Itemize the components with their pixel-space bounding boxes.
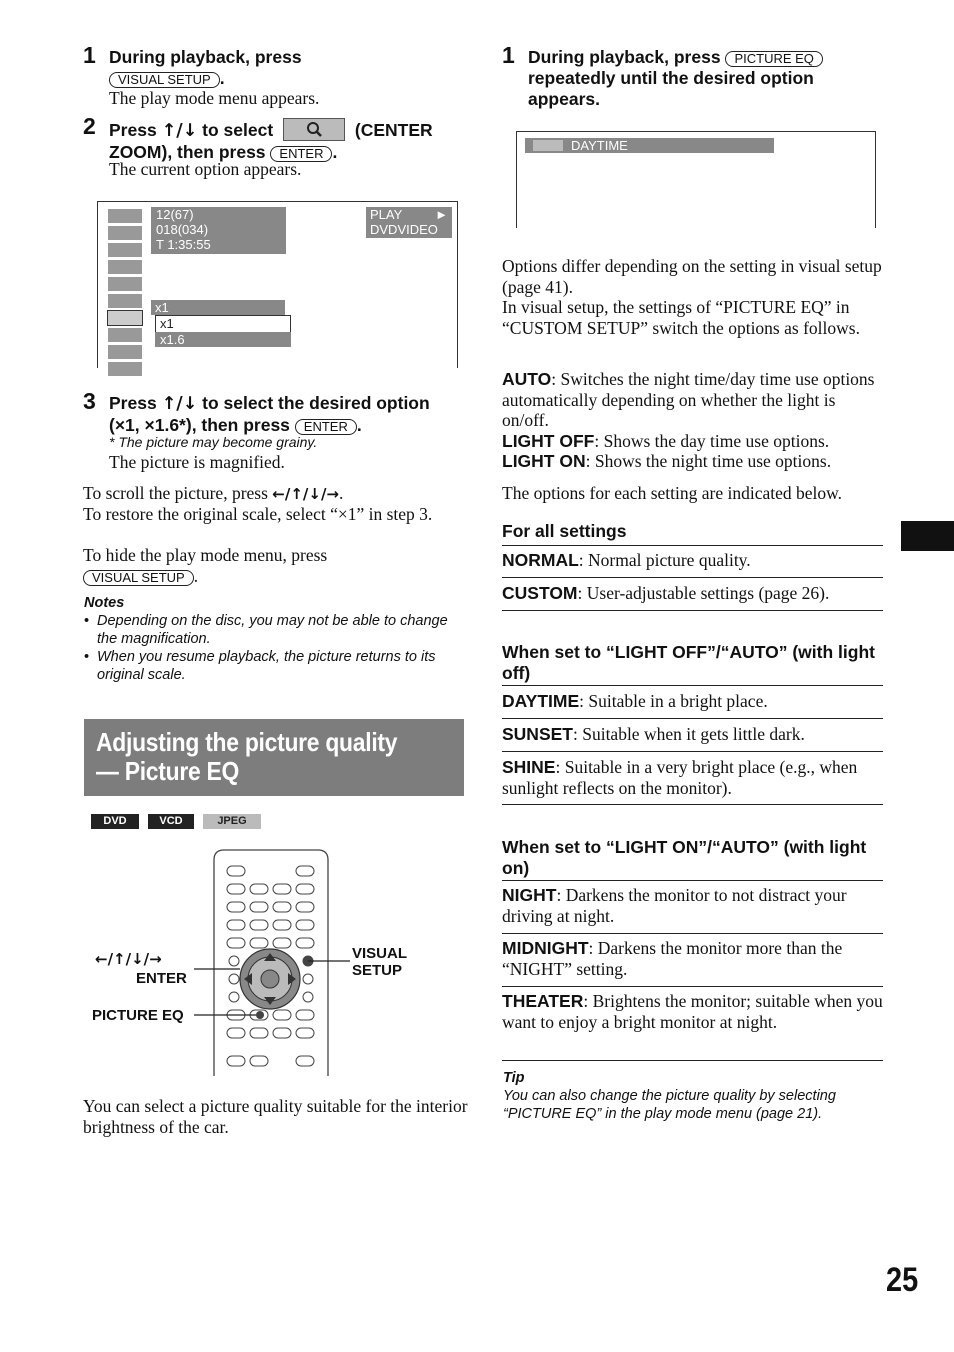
bullet-icon: •: [84, 649, 90, 665]
step-3-period: .: [356, 415, 362, 435]
scroll-period: .: [339, 483, 344, 503]
option-desc: : Suitable in a bright place.: [579, 691, 768, 711]
for-all-settings-heading: For all settings: [502, 521, 627, 541]
remote-control-illustration: [90, 848, 470, 1078]
light-on-heading: When set to “LIGHT ON”/“AUTO” (with light on): [502, 837, 867, 878]
zoom-current-value: x1: [151, 300, 285, 315]
title-count: 12(67): [156, 207, 194, 222]
section-title: [96, 728, 397, 786]
play-status-label: PLAY: [370, 207, 403, 222]
option-desc: : Suitable in a very bright place (e.g., when sunlight reflects on the monitor).: [502, 757, 858, 798]
visual-label-line-1: VISUAL: [352, 945, 408, 962]
section-title-line-1: Adjusting the picture quality: [96, 727, 398, 757]
playback-info-block: [151, 207, 286, 254]
divider: [502, 751, 883, 752]
show-icon: [107, 344, 143, 360]
vcd-badge: VCD: [148, 814, 194, 829]
step-2-heading: [109, 118, 479, 163]
option-normal: [502, 550, 883, 571]
option-desc: : Normal picture quality.: [578, 550, 751, 570]
divider: [502, 685, 883, 686]
divider: [502, 545, 883, 546]
scroll-text: To scroll the picture, press: [83, 483, 268, 503]
option-term: NIGHT: [502, 885, 557, 905]
tip-text: You can also change the picture quality by selecting “PICTURE EQ” in the play mode menu (page 21).: [503, 1088, 836, 1122]
option-term: NORMAL: [502, 550, 579, 570]
picture-eq-icon: [107, 361, 143, 377]
note-item: [84, 612, 469, 648]
picture-eq-intro: You can select a picture quality suitable for the interior brightness of the car.: [83, 1096, 468, 1137]
visual-setup-button-label: VISUAL SETUP: [83, 570, 194, 586]
auto-setting: [502, 369, 883, 431]
zoom-icon: [107, 310, 143, 326]
step-2-text-c: (CENTER: [354, 120, 433, 140]
step-3-number: 3: [83, 388, 96, 414]
visual-label-line-2: SETUP: [352, 962, 403, 979]
options-indicated: The options for each setting are indicated below.: [502, 483, 842, 503]
step-3-heading: [109, 393, 479, 436]
divider: [502, 610, 883, 611]
step-1-text: During playback, press: [109, 47, 302, 67]
picture-eq-icon: [533, 140, 563, 151]
auto-term: AUTO: [502, 369, 552, 389]
elapsed-time: T 1:35:55: [156, 237, 211, 252]
angle-icon: [107, 293, 143, 309]
note-item: [84, 648, 469, 684]
zoom-option-x1-6[interactable]: x1.6: [155, 332, 291, 347]
option-term: CUSTOM: [502, 583, 578, 603]
option-desc: : User-adjustable settings (page 26).: [577, 583, 830, 603]
step-2-number: 2: [83, 113, 96, 139]
hide-instructions: [83, 545, 463, 586]
option-sunset: [502, 724, 883, 745]
option-term: THEATER: [502, 991, 584, 1011]
light-on-desc: : Shows the night time use options.: [585, 451, 832, 471]
note-text: When you resume playback, the picture returns to its original scale.: [97, 649, 436, 683]
hide-text: To hide the play mode menu, press: [83, 545, 328, 565]
option-term: DAYTIME: [502, 691, 580, 711]
option-desc: : Brightens the monitor; suitable when you want to enjoy a bright monitor at night.: [502, 991, 883, 1032]
play-triangle-icon: ►: [435, 207, 448, 222]
option-desc: : Darkens the monitor more than the “NIGHT” setting.: [502, 938, 843, 979]
notes-list: [84, 612, 469, 684]
zoom-option-x1[interactable]: x1: [155, 315, 291, 333]
right-step-1-text-a: During playback, press: [528, 47, 721, 67]
audio-icon: [107, 259, 143, 275]
remote-enter-label: ENTER: [136, 970, 187, 987]
enter-button-label: ENTER: [295, 419, 357, 435]
step-3-text-a: Press: [109, 393, 157, 413]
step-3-text-c: (×1, ×1.6*), then press: [109, 415, 290, 435]
light-off-heading: When set to “LIGHT OFF”/“AUTO” (with light off): [502, 642, 875, 683]
option-custom: [502, 583, 883, 604]
remote-picture-eq-label: PICTURE EQ: [92, 1007, 184, 1024]
option-theater: [502, 991, 883, 1032]
hide-period: .: [193, 565, 199, 586]
option-term: MIDNIGHT: [502, 938, 589, 958]
picture-eq-osd-value: DAYTIME: [571, 138, 628, 153]
section-banner: [84, 719, 464, 796]
picture-eq-button-label: PICTURE EQ: [725, 51, 822, 67]
media-badges: [91, 811, 270, 829]
picture-eq-osd-bar: [525, 138, 774, 153]
step-2-text-b: to select: [202, 120, 274, 140]
option-daytime: [502, 691, 883, 712]
remote-visual-setup-label: [352, 945, 407, 979]
four-arrows-icon: ←/↑/↓/→: [272, 485, 339, 503]
subtitle-icon: [107, 276, 143, 292]
divider: [502, 880, 883, 881]
dvd-menu-icon: [107, 208, 143, 224]
divider: [502, 804, 883, 805]
section-title-line-2: — Picture EQ: [96, 756, 240, 786]
picture-eq-screenshot: [516, 131, 876, 228]
chapter-side-tab: [901, 521, 954, 551]
auto-desc: : Switches the night time/day time use options automatically depending on whether the light is on/off.: [502, 369, 875, 430]
step-3-footnote: * The picture may become grainy.: [109, 434, 318, 450]
divider: [502, 986, 883, 987]
right-step-1-heading: [528, 47, 888, 110]
right-step-1-text-c: appears.: [528, 89, 600, 109]
step-2-text-d: ZOOM), then press: [109, 142, 266, 162]
note-text: Depending on the disc, you may not be able to change the magnification.: [97, 613, 448, 647]
divider: [502, 1060, 883, 1061]
page-number: 25: [886, 1261, 919, 1299]
notes-title: Notes: [84, 595, 125, 611]
light-off-term: LIGHT OFF: [502, 430, 595, 451]
option-desc: : Darkens the monitor to not distract your driving at night.: [502, 885, 847, 926]
menu-icon-column: [107, 208, 143, 377]
divider: [502, 933, 883, 934]
divider: [502, 577, 883, 578]
option-midnight: [502, 938, 883, 979]
play-mode-menu-screenshot: [97, 201, 458, 368]
visual-setup-button-label: VISUAL SETUP: [109, 72, 220, 88]
enter-button-label: ENTER: [270, 146, 332, 162]
step-2-period: .: [332, 142, 338, 162]
option-term: SHINE: [502, 757, 556, 777]
time-icon: [107, 242, 143, 258]
top-menu-icon: [107, 225, 143, 241]
option-term: SUNSET: [502, 724, 573, 744]
light-off-desc: : Shows the day time use options.: [594, 430, 830, 451]
option-shine: [502, 757, 883, 798]
step-2-body: The current option appears.: [109, 159, 302, 179]
light-off-setting: [502, 431, 883, 452]
options-paragraph-1: Options differ depending on the setting in visual setup (page 41).: [502, 256, 882, 297]
up-down-arrows-icon: ↑/↓: [161, 394, 198, 414]
divider: [502, 718, 883, 719]
light-on-setting: [502, 451, 883, 472]
bullet-icon: •: [84, 613, 90, 629]
right-step-1-text-b: repeatedly until the desired option: [528, 68, 814, 88]
dvd-badge: DVD: [91, 814, 139, 829]
tip-title: Tip: [503, 1070, 525, 1086]
up-down-arrows-icon: ↑/↓: [161, 121, 198, 141]
options-paragraph: [502, 256, 883, 338]
disc-type: DVDVIDEO: [370, 222, 438, 237]
play-status-block: [366, 207, 452, 238]
jpeg-badge: JPEG: [203, 814, 261, 829]
scroll-instructions: [83, 483, 463, 505]
option-desc: : Suitable when it gets little dark.: [572, 724, 805, 744]
step-1-period: .: [219, 68, 225, 88]
light-on-term: LIGHT ON: [502, 451, 586, 471]
options-paragraph-2: In visual setup, the settings of “PICTURE EQ” in “CUSTOM SETUP” switch the options as follows.: [502, 297, 860, 338]
center-zoom-icon: [283, 118, 345, 141]
light-settings: [502, 369, 883, 472]
step-1-number: 1: [83, 42, 96, 68]
right-step-1-number: 1: [502, 42, 515, 68]
step-3-body: The picture is magnified.: [109, 452, 285, 472]
option-night: [502, 885, 883, 926]
remote-arrows-label: ←/↑/↓/→: [95, 950, 162, 968]
repeat-icon: [107, 327, 143, 343]
step-1-heading: [109, 47, 469, 89]
chapter-count: 018(034): [156, 222, 209, 237]
step-2-text-a: Press: [109, 120, 157, 140]
restore-instructions: To restore the original scale, select “×1” in step 3.: [83, 504, 433, 524]
step-1-body: The play mode menu appears.: [109, 88, 320, 108]
step-3-text-b: to select the desired option: [202, 393, 430, 413]
